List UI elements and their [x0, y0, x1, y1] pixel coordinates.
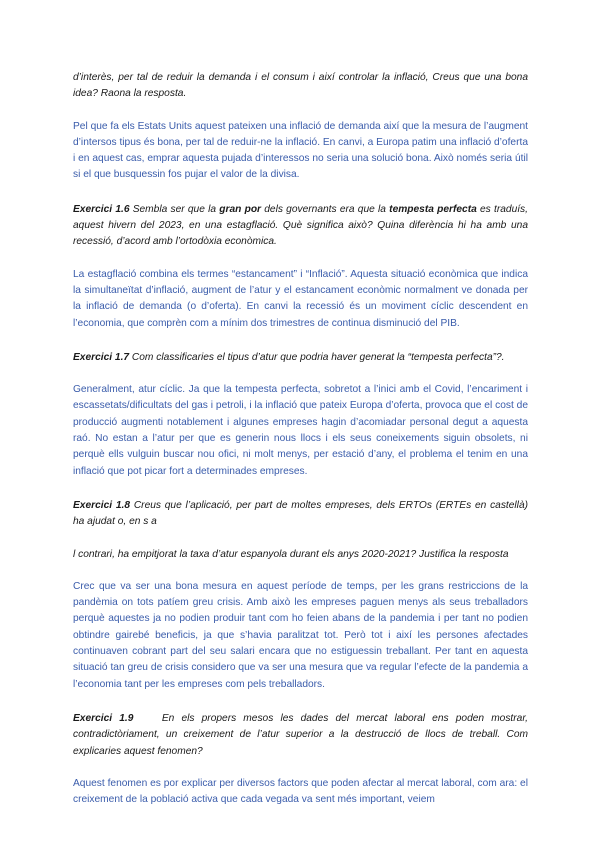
- exercise-1-8-question-continued: l contrari, ha empitjorat la taxa d’atur espanyola durant els anys 2020-2021? Justifica la resposta: [73, 548, 509, 560]
- exercise-label: Exercici 1.7: [73, 351, 130, 363]
- exercise-label: Exercici 1.9: [73, 712, 134, 724]
- document-page: [73, 70, 531, 808]
- exercise-1-8-answer: Crec que va ser una bona mesura en aquest període de temps, per les grans restriccions de la pandèmia on tots patíem greu crisis. Amb això les empreses paguen menys als seus treballadors perquè aquestes ja no podien produir tant com ho feien abans de la pandemia i per tant no podien obtindre gairebé beneficis, ja que s’havia paralitzat tot. Però tot i així les persones afectades continuaven cobrant part del seu salari encara que no estiguessin treballant. Per tant en aquesta situació tan greu de crisis considero que va ser una mesura que va regular l’efecte de la pandemia a l’economia tant per les empreses com pels treballadors.: [73, 580, 528, 690]
- exercise-1-6-answer: La estagflació combina els termes “estancament” i “Inflació”. Aquesta situació econòmica que indica la simultaneïtat d’inflació, augment de l’atur y el estancament econòmic normalment ve donada per la inflació de demanda (o d’oferta). En canvi la recessió és un moviment cíclic descendent en l’economia, que comprèn com a mínim dos trimestres de continua disminució del PIB.: [73, 268, 528, 329]
- exercise-1-7-question: Exercici 1.7 Com classificaries el tipus d’atur que podria haver generat la “tempesta perfecta”?.: [73, 351, 505, 363]
- exercise-label: Exercici 1.8: [73, 499, 131, 511]
- exercise-1-7-answer: Generalment, atur cíclic. Ja que la tempesta perfecta, sobretot a l’inici amb el Covid, l’encariment i escassetats/dificultats del gas i petroli, i la inflació que pateix Europa d’oferta, provoca que el cost de producció augmenti notablement i algunes empreses hagin d’acomiadar personal degut a aquesta raó. No estan a l’atur per que es generin nous llocs i els seus coneixements siguin obsolets, ni perquè ells vulguin buscar nou ofici, ni molt menys, per estació d’any, el problema el tenim en una inflació que pot picar fort a determinades empreses.: [73, 384, 528, 477]
- answer-text: Pel que fa els Estats Units aquest pateixen una inflació de demanda així que la mesura de l’augment d’intersos tipus és bona, per tal de reduir-ne la inflació. En canvi, a Europa patim una inflació d’oferta i en aquest cas, emprar aquesta pujada d’interessos no seria una solució bona. Això només seria útil si el que busquessin fos pujar el valor de la divisa.: [73, 120, 528, 181]
- exercise-1-8-question: Exercici 1.8 Creus que l’aplicació, per part de moltes empreses, dels ERTOs (ERTEs en castellà) ha ajudat o, en s a: [73, 499, 528, 528]
- exercise-1-9-question: Exercici 1.9 En els propers mesos les dades del mercat laboral ens poden mostrar, contradictòriament, un creixement de l’atur superior a la destrucció de llocs de treball. Com explicaries aquest fenomen?: [73, 712, 531, 757]
- question-fragment: d’interès, per tal de reduir la demanda i el consum i així controlar la inflació, Creus que una bona idea? Raona la resposta.: [73, 72, 528, 100]
- exercise-1-6-question: Exercici 1.6 Sembla ser que la gran por dels governants era que la tempesta perfecta es traduís, aquest hivern del 2023, en una estagflació. Què significa això? Quina diferència hi ha amb una recessió, d’acord amb l’ortodòxia econòmica.: [73, 203, 528, 248]
- exercise-1-9-answer: Aquest fenomen es por explicar per diversos factors que poden afectar al mercat laboral, com ara: el creixement de la població activa que cada vegada va sent més important, veiem: [73, 777, 528, 806]
- exercise-label: Exercici 1.6: [73, 203, 130, 215]
